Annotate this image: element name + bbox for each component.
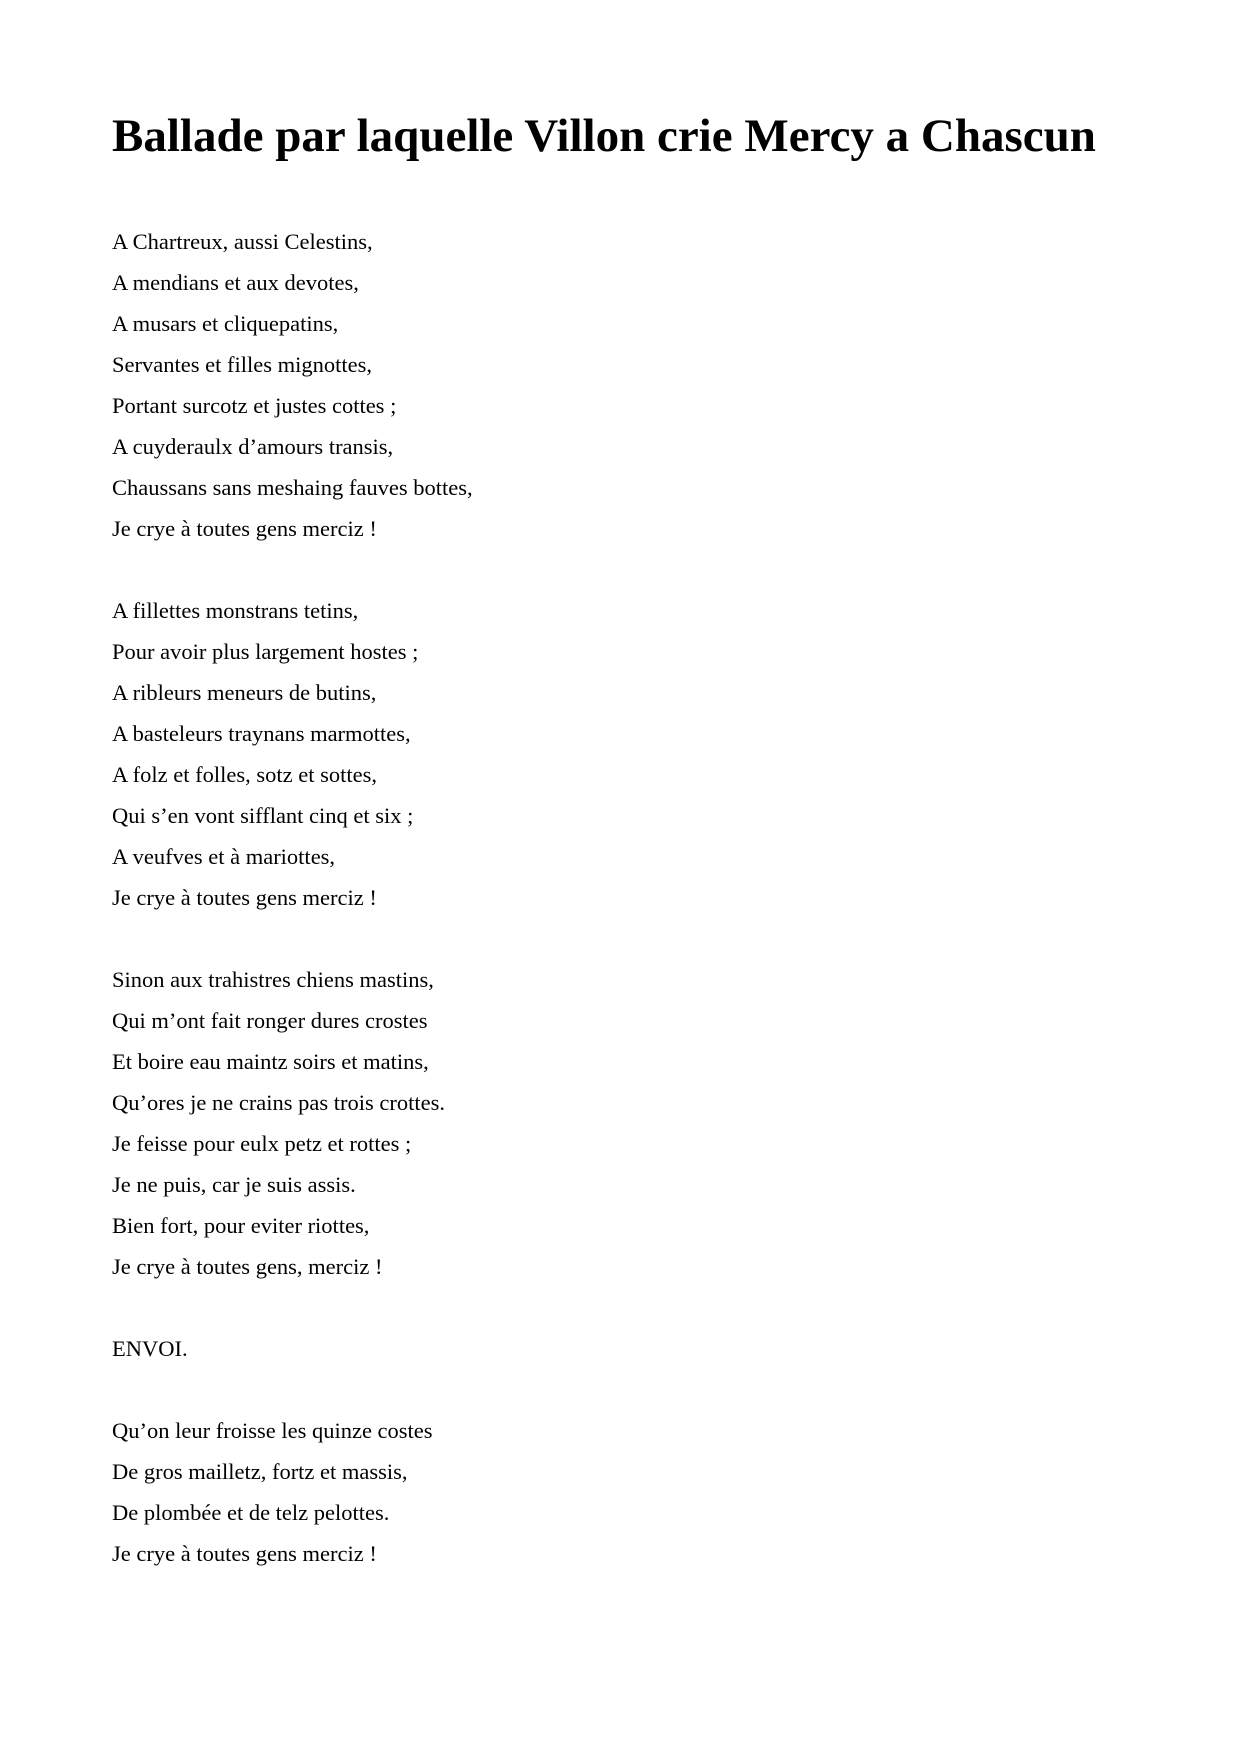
verse-line: Je crye à toutes gens merciz ! xyxy=(112,516,377,541)
envoi-stanza xyxy=(112,1410,1132,1574)
verse-line: De plombée et de telz pelottes. xyxy=(112,1500,390,1525)
verse-line: Sinon aux trahistres chiens mastins, xyxy=(112,967,434,992)
stanza-3 xyxy=(112,959,1132,1287)
verse-line: Qui s’en vont sifflant cinq et six ; xyxy=(112,803,414,828)
verse-line: Bien fort, pour eviter riottes, xyxy=(112,1213,370,1238)
verse-line: Qu’ores je ne crains pas trois crottes. xyxy=(112,1090,446,1115)
verse-line: De gros mailletz, fortz et massis, xyxy=(112,1459,408,1484)
verse-line: A basteleurs traynans marmottes, xyxy=(112,721,411,746)
verse-line: A fillettes monstrans tetins, xyxy=(112,598,359,623)
poem-body xyxy=(112,221,1132,1574)
verse-line: Je crye à toutes gens, merciz ! xyxy=(112,1254,383,1279)
verse-line: Portant surcotz et justes cottes ; xyxy=(112,393,397,418)
verse-line: A veufves et à mariottes, xyxy=(112,844,336,869)
verse-line: A folz et folles, sotz et sottes, xyxy=(112,762,377,787)
verse-line: Qu’on leur froisse les quinze costes xyxy=(112,1418,433,1443)
verse-line: A Chartreux, aussi Celestins, xyxy=(112,229,373,254)
verse-line: Servantes et filles mignottes, xyxy=(112,352,372,377)
verse-line: Qui m’ont fait ronger dures crostes xyxy=(112,1008,428,1033)
stanza-1 xyxy=(112,221,1132,549)
verse-line: Je feisse pour eulx petz et rottes ; xyxy=(112,1131,412,1156)
envoi-heading: ENVOI. xyxy=(112,1336,188,1361)
verse-line: Chaussans sans meshaing fauves bottes, xyxy=(112,475,473,500)
page-title: Ballade par laquelle Villon crie Mercy a Chascun xyxy=(112,110,1096,162)
verse-line: A cuyderaulx d’amours transis, xyxy=(112,434,394,459)
stanza-2 xyxy=(112,590,1132,918)
verse-line: Je ne puis, car je suis assis. xyxy=(112,1172,356,1197)
verse-line: Je crye à toutes gens merciz ! xyxy=(112,1541,377,1566)
document-page xyxy=(112,108,1132,1615)
verse-line: Pour avoir plus largement hostes ; xyxy=(112,639,419,664)
verse-line: A mendians et aux devotes, xyxy=(112,270,359,295)
verse-line: Et boire eau maintz soirs et matins, xyxy=(112,1049,429,1074)
verse-line: Je crye à toutes gens merciz ! xyxy=(112,885,377,910)
verse-line: A ribleurs meneurs de butins, xyxy=(112,680,377,705)
verse-line: A musars et cliquepatins, xyxy=(112,311,339,336)
